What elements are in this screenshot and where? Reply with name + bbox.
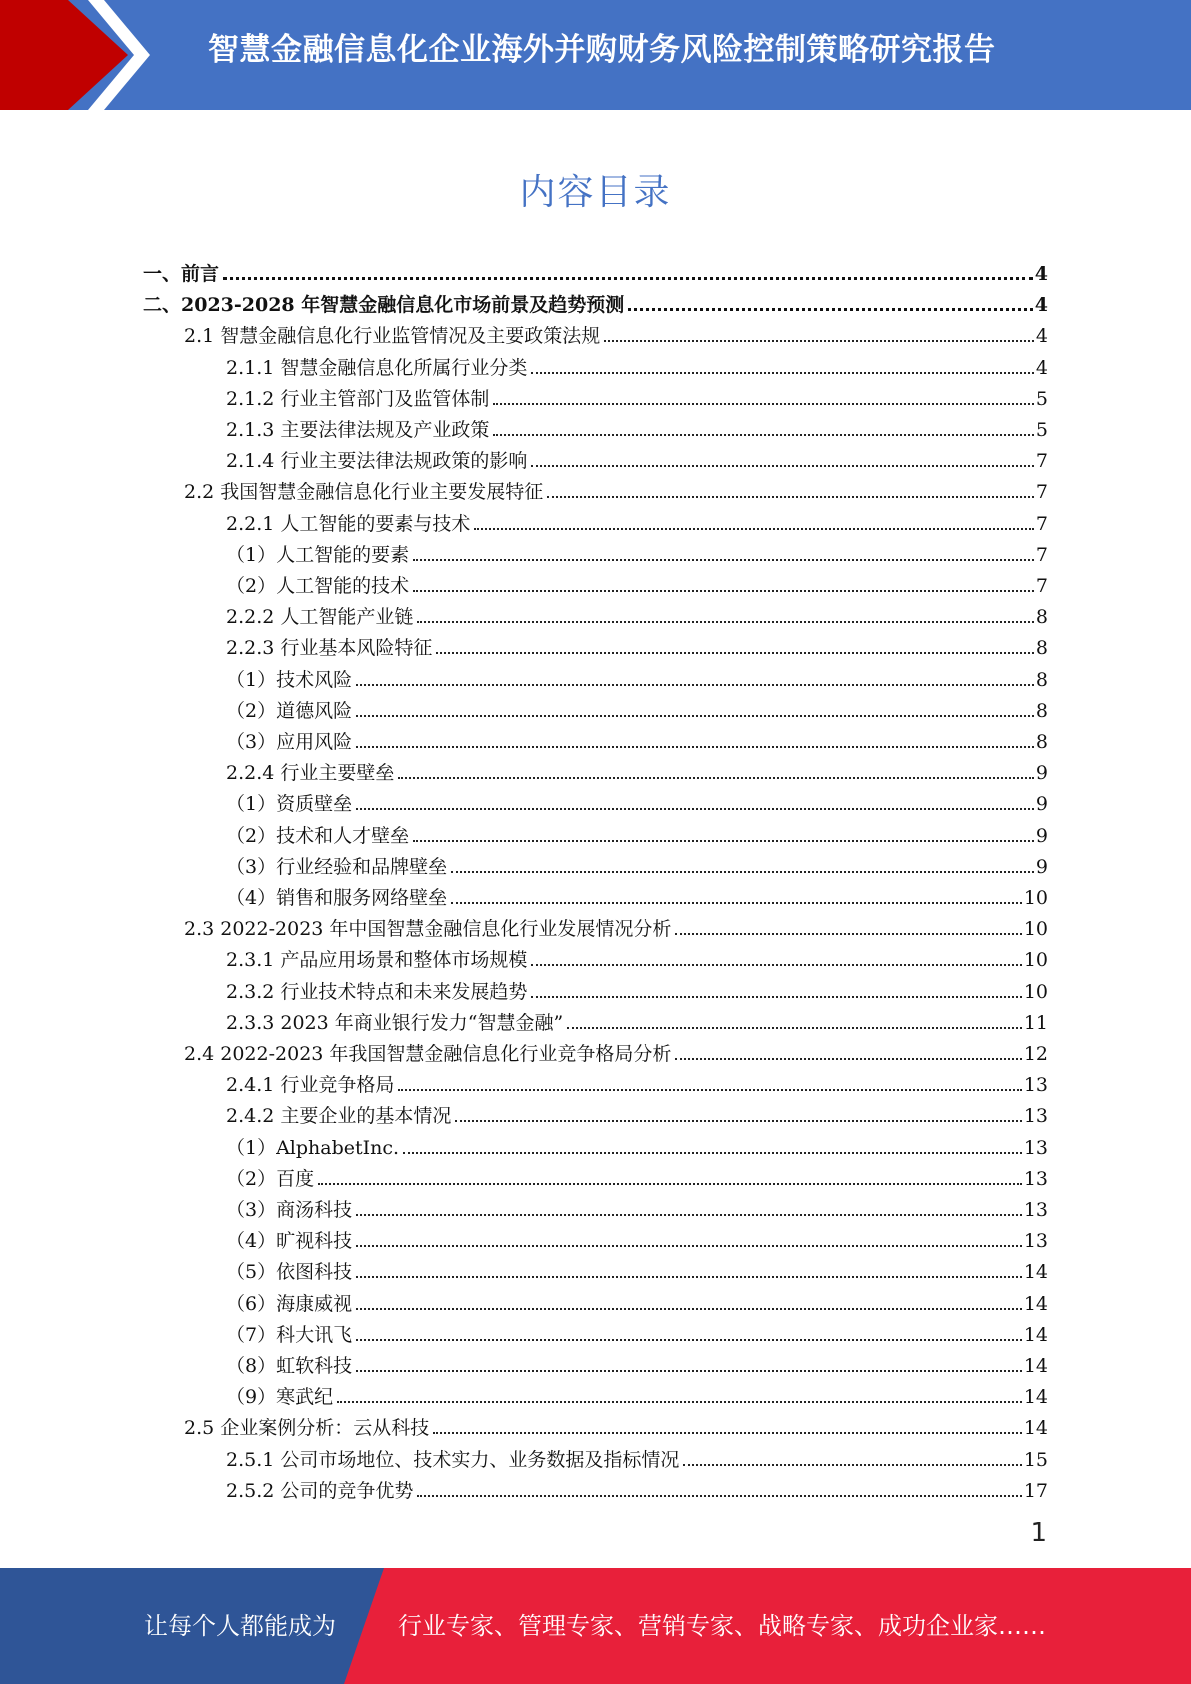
toc-dot-leader <box>493 402 1034 405</box>
toc-entry-label: （3）商汤科技 <box>226 1199 353 1221</box>
toc-entry-label: （1）技术风险 <box>226 668 353 691</box>
toc-dot-leader <box>433 1431 1022 1434</box>
toc-entry[interactable] <box>143 254 1048 285</box>
toc-entry[interactable] <box>226 1003 1048 1034</box>
toc-entry[interactable] <box>226 566 1048 597</box>
toc-entry[interactable] <box>226 410 1048 441</box>
toc-entry-page: 13 <box>1023 1136 1048 1159</box>
toc-entry[interactable] <box>226 379 1048 410</box>
toc-entry-label: 二、2023-2028 年智慧金融信息化市场前景及趋势预测 <box>143 294 625 317</box>
toc-entry-page: 7 <box>1035 481 1048 504</box>
toc-entry-page: 8 <box>1035 637 1048 660</box>
toc-entry[interactable] <box>226 441 1048 472</box>
toc-entry-page: 11 <box>1023 1011 1048 1034</box>
toc-dot-leader <box>356 1244 1022 1247</box>
toc-entry[interactable] <box>226 784 1048 815</box>
toc-entry[interactable] <box>226 1252 1048 1283</box>
toc-entry[interactable] <box>184 1034 1048 1065</box>
toc-entry-page: 14 <box>1023 1355 1048 1377</box>
toc-entry-page: 13 <box>1023 1105 1048 1128</box>
toc-entry-label: 2.5.2 公司的竞争优势 <box>226 1479 414 1502</box>
toc-entry-label: （3）行业经验和品牌壁垒 <box>226 855 448 878</box>
toc-entry-page: 13 <box>1023 1074 1048 1097</box>
toc-entry-page: 9 <box>1035 824 1048 847</box>
toc-entry-label: 一、前言 <box>143 263 220 285</box>
toc-entry-page: 8 <box>1035 731 1048 753</box>
toc-entry[interactable] <box>226 1284 1048 1315</box>
toc-entry-label: （8）虹软科技 <box>226 1355 353 1377</box>
toc-dot-leader <box>628 307 1033 311</box>
toc-dot-leader <box>436 651 1034 654</box>
toc-dot-leader <box>403 1151 1022 1154</box>
toc-entry-label: 2.2.1 人工智能的要素与技术 <box>226 512 471 535</box>
toc-entry-label: （9）寒武纪 <box>226 1386 334 1409</box>
toc-entry-page: 14 <box>1023 1292 1048 1315</box>
toc-entry-label: 2.4.2 主要企业的基本情况 <box>226 1105 452 1128</box>
toc-entry-page: 14 <box>1023 1323 1048 1346</box>
toc-dot-leader <box>531 464 1034 467</box>
toc-dot-leader <box>547 495 1034 498</box>
toc-entry-page: 4 <box>1034 263 1048 285</box>
document-title: 智慧金融信息化企业海外并购财务风险控制策略研究报告 <box>208 32 996 68</box>
toc-entry-page: 9 <box>1035 855 1048 878</box>
toc-entry-label: 2.4 2022-2023 年我国智慧金融信息化行业竞争格局分析 <box>184 1043 672 1065</box>
toc-entry-label: （1）人工智能的要素 <box>226 543 410 566</box>
toc-entry-page: 7 <box>1035 543 1048 566</box>
toc-dot-leader <box>531 963 1021 966</box>
toc-entry-page: 17 <box>1023 1479 1048 1502</box>
toc-dot-leader <box>398 1088 1021 1091</box>
toc-entry[interactable] <box>226 972 1048 1003</box>
toc-entry-page: 10 <box>1023 949 1048 972</box>
toc-entry-label: 2.5 企业案例分析：云从科技 <box>184 1417 430 1440</box>
toc-dot-leader <box>675 932 1021 935</box>
toc-entry-page: 8 <box>1035 606 1048 629</box>
toc-entry[interactable] <box>226 1128 1048 1159</box>
toc-entry-page: 12 <box>1023 1043 1048 1065</box>
toc-entry[interactable] <box>184 316 1048 347</box>
toc-dot-leader <box>451 870 1034 873</box>
toc-entry-page: 5 <box>1035 419 1048 441</box>
toc-entry[interactable] <box>226 1190 1048 1221</box>
toc-entry[interactable] <box>143 285 1048 316</box>
toc-dot-leader <box>531 995 1021 998</box>
toc-dot-leader <box>356 1307 1022 1310</box>
toc-entry[interactable] <box>226 597 1048 628</box>
toc-entry-label: （2）人工智能的技术 <box>226 575 410 597</box>
toc-entry-label: 2.1.1 智慧金融信息化所属行业分类 <box>226 356 528 379</box>
toc-entry[interactable] <box>226 1159 1048 1190</box>
toc-entry-label: （2）道德风险 <box>226 699 353 722</box>
toc-entry[interactable] <box>226 628 1048 659</box>
toc-entry[interactable] <box>226 1346 1048 1377</box>
toc-entry-page: 7 <box>1035 575 1048 597</box>
toc-dot-leader <box>356 1338 1022 1341</box>
toc-dot-leader <box>356 1213 1022 1216</box>
toc-dot-leader <box>337 1400 1022 1403</box>
toc-dot-leader <box>356 714 1034 717</box>
toc-entry-label: （5）依图科技 <box>226 1261 353 1284</box>
toc-entry[interactable] <box>226 1377 1048 1408</box>
toc-dot-leader <box>356 1275 1022 1278</box>
footer-slogan-left: 让每个人都能成为 <box>144 1612 336 1640</box>
toc-entry-page: 14 <box>1023 1417 1048 1440</box>
toc-entry[interactable] <box>226 535 1048 566</box>
toc-entry-page: 9 <box>1035 762 1048 785</box>
toc-entry-label: 2.1.3 主要法律法规及产业政策 <box>226 419 490 441</box>
toc-entry[interactable] <box>226 504 1048 535</box>
toc-entry[interactable] <box>226 1221 1048 1252</box>
toc-dot-leader <box>223 276 1033 280</box>
toc-entry-label: 2.1 智慧金融信息化行业监管情况及主要政策法规 <box>184 325 601 348</box>
toc-entry-label: （3）应用风险 <box>226 731 353 753</box>
toc-heading: 内容目录 <box>519 172 672 213</box>
toc-entry-label: 2.2.4 行业主要壁垒 <box>226 762 395 785</box>
toc-entry-label: 2.3.1 产品应用场景和整体市场规模 <box>226 949 528 972</box>
toc-entry-label: （7）科大讯飞 <box>226 1323 353 1346</box>
toc-entry-page: 14 <box>1023 1261 1048 1284</box>
toc-entry-label: （4）销售和服务网络壁垒 <box>226 887 448 909</box>
page-number: 1 <box>1030 1518 1047 1548</box>
toc-entry-label: 2.1.4 行业主要法律法规政策的影响 <box>226 450 528 473</box>
toc-entry[interactable] <box>226 1096 1048 1127</box>
toc-dot-leader <box>398 776 1034 779</box>
toc-entry-page: 9 <box>1035 793 1048 816</box>
toc-dot-leader <box>604 339 1034 342</box>
footer-slogan-right: 行业专家、管理专家、营销专家、战略专家、成功企业家…… <box>398 1612 1046 1640</box>
footer-banner <box>0 1568 1191 1684</box>
toc-entry-label: 2.3.3 2023 年商业银行发力“智慧金融” <box>226 1011 564 1034</box>
toc-entry-label: 2.1.2 行业主管部门及监管体制 <box>226 387 490 410</box>
toc-dot-leader <box>413 558 1034 561</box>
toc-dot-leader <box>356 683 1034 686</box>
toc-entry[interactable] <box>226 348 1048 379</box>
toc-entry-page: 10 <box>1023 887 1048 909</box>
toc-entry-label: 2.2 我国智慧金融信息化行业主要发展特征 <box>184 481 544 504</box>
toc-entry[interactable] <box>184 1408 1048 1439</box>
toc-entry-label: （2）百度 <box>226 1167 315 1190</box>
toc-entry[interactable] <box>226 878 1048 909</box>
toc-entry-page: 10 <box>1023 918 1048 941</box>
toc-entry-page: 13 <box>1023 1167 1048 1190</box>
toc-dot-leader <box>356 807 1034 810</box>
toc-entry[interactable] <box>226 722 1048 753</box>
toc-entry[interactable] <box>226 1065 1048 1096</box>
toc-entry-page: 14 <box>1023 1386 1048 1409</box>
toc-dot-leader <box>675 1057 1021 1060</box>
toc-dot-leader <box>451 901 1022 904</box>
toc-entry-label: （1）资质壁垒 <box>226 793 353 816</box>
toc-dot-leader <box>567 1026 1022 1029</box>
toc-entry-label: 2.2.3 行业基本风险特征 <box>226 637 433 660</box>
toc-entry-label: （6）海康威视 <box>226 1292 353 1315</box>
toc-dot-leader <box>455 1119 1021 1122</box>
toc-entry-label: （4）旷视科技 <box>226 1230 353 1253</box>
toc-dot-leader <box>493 433 1034 436</box>
toc-entry-label: 2.2.2 人工智能产业链 <box>226 606 414 629</box>
toc-entry-page: 7 <box>1035 512 1048 535</box>
header-banner <box>0 0 1191 111</box>
toc-entry[interactable] <box>226 847 1048 878</box>
toc-dot-leader <box>356 1369 1022 1372</box>
toc-dot-leader <box>318 1182 1022 1185</box>
toc-dot-leader <box>474 527 1034 530</box>
toc-dot-leader <box>417 620 1034 623</box>
toc-entry-label: 2.3.2 行业技术特点和未来发展趋势 <box>226 980 528 1003</box>
toc-entry-label: 2.4.1 行业竞争格局 <box>226 1074 395 1097</box>
toc-entry-page: 15 <box>1023 1448 1048 1471</box>
toc-dot-leader <box>683 1463 1021 1466</box>
toc-dot-leader <box>417 1494 1021 1497</box>
toc-entry[interactable] <box>226 816 1048 847</box>
toc-entry[interactable] <box>184 472 1048 503</box>
toc-entry[interactable] <box>226 660 1048 691</box>
toc-entry-page: 8 <box>1035 699 1048 722</box>
toc-entry-page: 10 <box>1023 980 1048 1003</box>
toc-entry-page: 13 <box>1023 1230 1048 1253</box>
toc-dot-leader <box>531 371 1034 374</box>
toc-entry[interactable] <box>226 1471 1048 1502</box>
toc-entry-page: 5 <box>1035 387 1048 410</box>
toc-entry[interactable] <box>184 909 1048 940</box>
toc-dot-leader <box>356 745 1034 748</box>
toc-dot-leader <box>413 839 1034 842</box>
toc-dot-leader <box>413 589 1034 592</box>
toc-entry-label: （1）AlphabetInc. <box>226 1136 400 1159</box>
toc-entry[interactable] <box>226 691 1048 722</box>
toc-entry-page: 4 <box>1035 356 1048 379</box>
toc-entry-page: 4 <box>1034 294 1048 317</box>
toc-entry-label: （2）技术和人才壁垒 <box>226 824 410 847</box>
toc-entry-page: 8 <box>1035 668 1048 691</box>
toc-entry[interactable] <box>226 940 1048 971</box>
toc-entry-page: 13 <box>1023 1199 1048 1221</box>
toc-entry-page: 7 <box>1035 450 1048 473</box>
toc-entry-page: 4 <box>1035 325 1048 348</box>
toc-entry-label: 2.3 2022-2023 年中国智慧金融信息化行业发展情况分析 <box>184 918 672 941</box>
toc-entry[interactable] <box>226 1315 1048 1346</box>
toc-entry[interactable] <box>226 1440 1048 1471</box>
toc-entry-label: 2.5.1 公司市场地位、技术实力、业务数据及指标情况 <box>226 1448 680 1471</box>
toc-entry[interactable] <box>226 753 1048 784</box>
